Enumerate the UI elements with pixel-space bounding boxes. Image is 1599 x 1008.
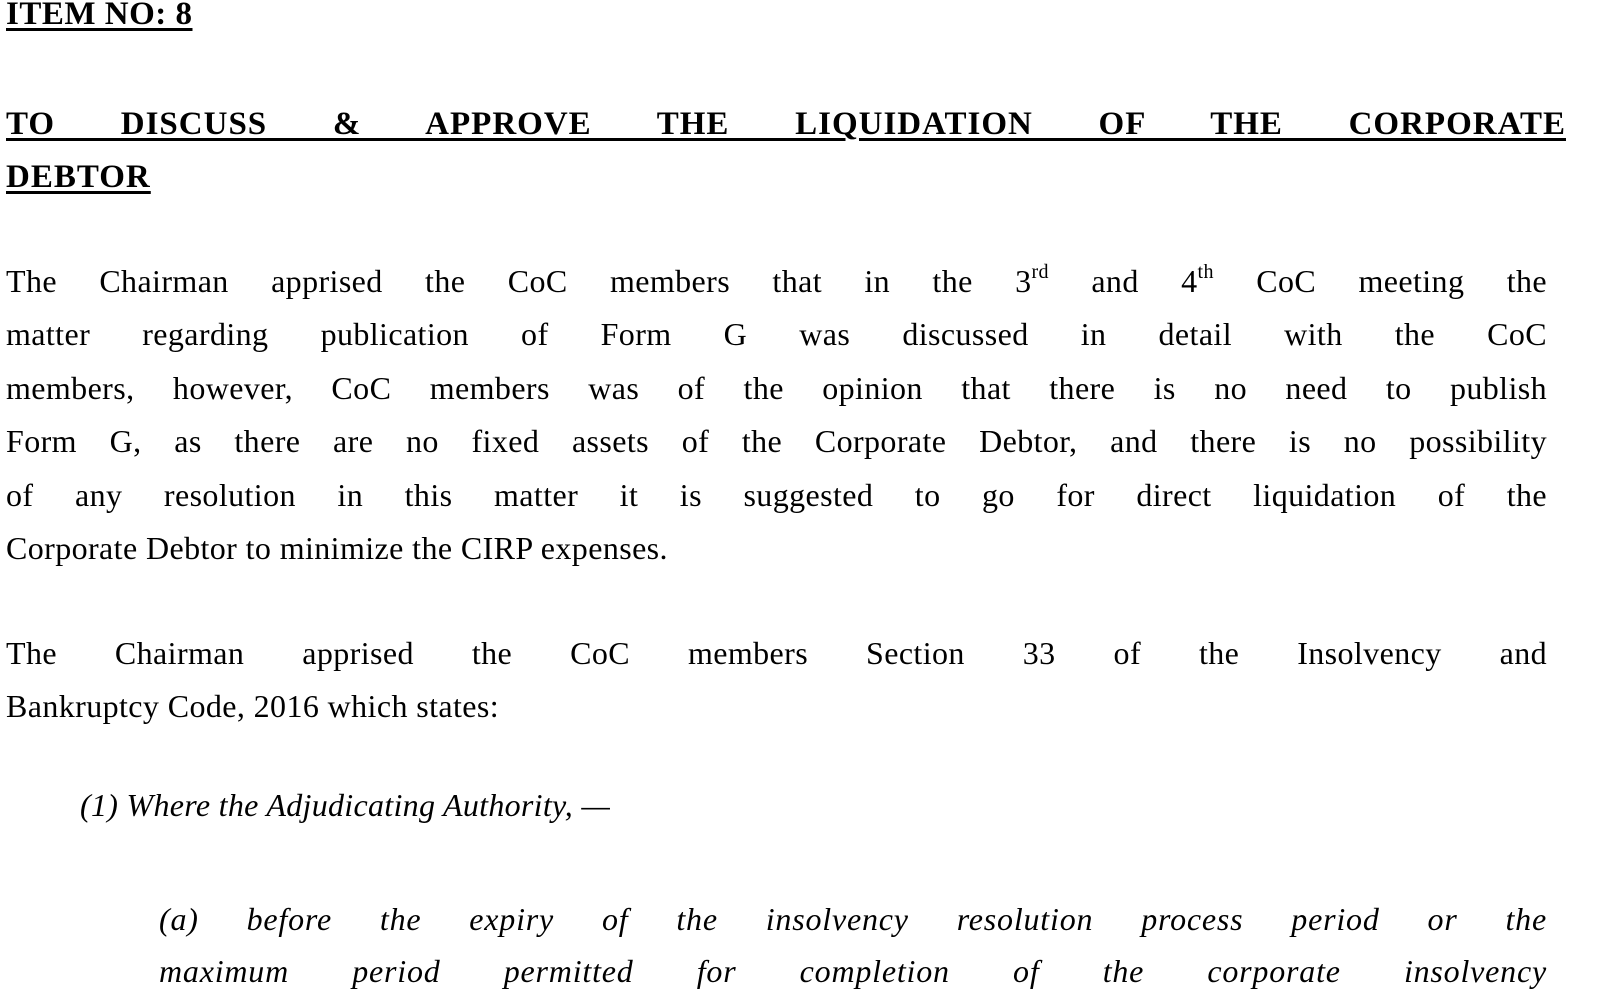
paragraph-2-line-2: Bankruptcy Code, 2016 which states: — [6, 688, 500, 725]
clause-a-line-2: maximum period permitted for completion of the corporate insolvency — [159, 953, 1547, 989]
paragraph-1-line-5: of any resolution in this matter it is suggested to go for direct liquidation of the — [6, 476, 1547, 513]
text-segment: CoC meeting the — [1213, 263, 1548, 299]
paragraph-1-line-4: Form G, as there are no fixed assets of the Corporate Debtor, and there is no possibility — [6, 423, 1547, 460]
clause-a-line-1: (a) before the expiry of the insolvency resolution process period or the — [159, 901, 1547, 937]
ordinal-superscript: rd — [1031, 261, 1049, 283]
paragraph-1-line-1 — [6, 255, 1547, 308]
paragraph-2-line-1: The Chairman apprised the CoC members Section 33 of the Insolvency and — [6, 635, 1547, 671]
paragraph-chairman-coc-meeting — [6, 255, 1547, 575]
paragraph-1-line-2: matter regarding publication of Form G was discussed in detail with the CoC — [6, 316, 1547, 353]
paragraph-section-33 — [6, 627, 1547, 734]
text-segment: and 4 — [1048, 263, 1198, 299]
ordinal-superscript: th — [1197, 261, 1214, 283]
item-heading — [6, 98, 1566, 204]
quoted-clause-a — [159, 893, 1547, 997]
item-number: ITEM NO: 8 — [6, 0, 193, 32]
paragraph-1-line-3: members, however, CoC members was of the opinion that there is no need to publish — [6, 369, 1547, 406]
quoted-clause-1: (1) Where the Adjudicating Authority, — — [80, 787, 611, 823]
heading-line-1: TO DISCUSS & APPROVE THE LIQUIDATION OF THE CORPORATE — [6, 106, 1566, 142]
paragraph-1-line-6: Corporate Debtor to minimize the CIRP expenses. — [6, 530, 668, 567]
text-segment: The Chairman apprised the CoC members that in the 3 — [6, 263, 1032, 299]
heading-line-2: DEBTOR — [6, 159, 151, 195]
